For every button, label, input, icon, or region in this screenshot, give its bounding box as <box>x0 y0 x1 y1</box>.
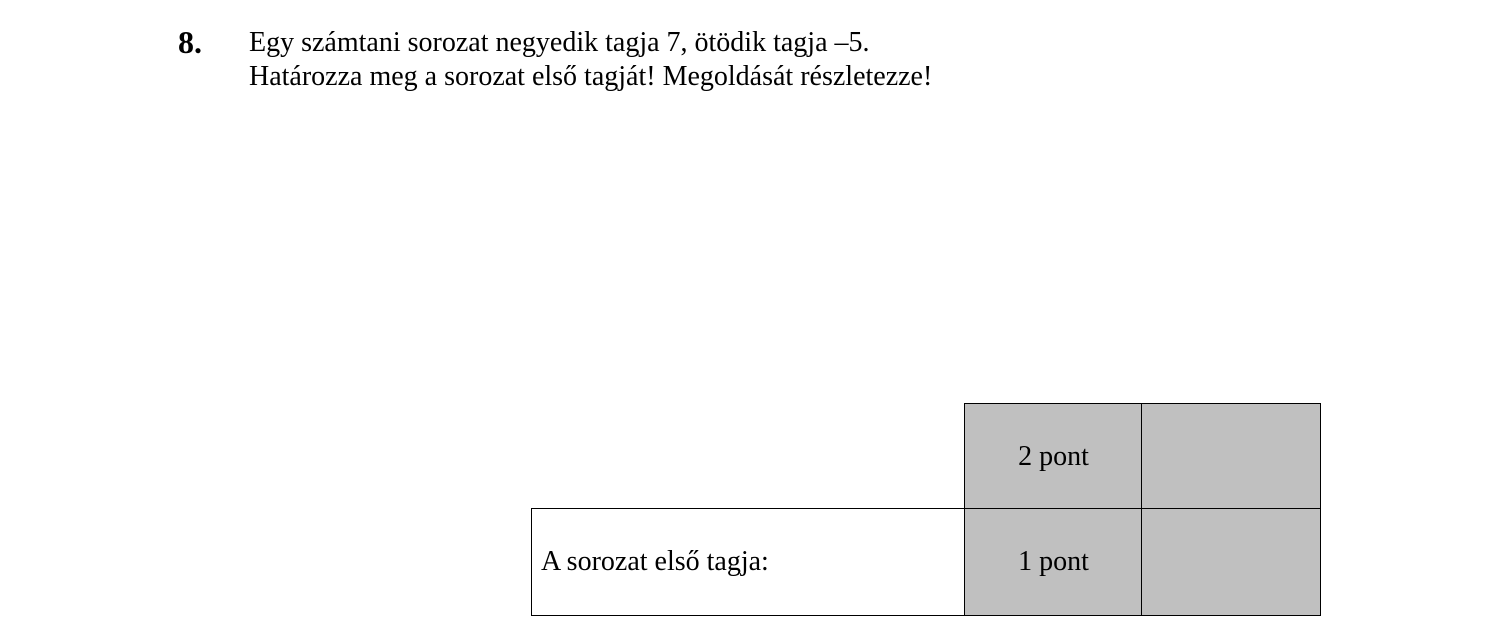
points-cell: 1 pont <box>964 508 1143 616</box>
problem-line: Határozza meg a sorozat első tagját! Megoldását részletezze! <box>249 61 933 92</box>
problem-number: 8. <box>178 24 202 60</box>
points-cell: 2 pont <box>964 403 1143 510</box>
problem-statement <box>249 26 932 94</box>
problem-line: Egy számtani sorozat negyedik tagja 7, ötödik tagja –5. <box>249 27 870 58</box>
score-cell <box>1141 403 1321 510</box>
answer-label-cell: A sorozat első tagja: <box>531 508 966 616</box>
score-cell <box>1141 508 1321 616</box>
